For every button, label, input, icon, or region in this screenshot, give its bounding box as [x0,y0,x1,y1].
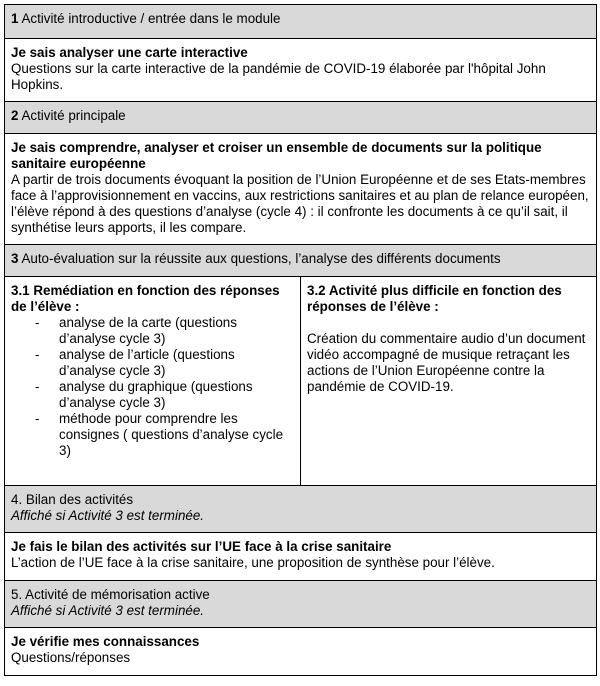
section-1-content-row [5,39,597,102]
section-4-note: Affiché si Activité 3 est terminée. [11,508,205,523]
section-4-content-row [5,533,597,581]
section-5-header-row [5,581,597,628]
module-table [4,4,597,676]
section-3-header-row [5,245,597,277]
section-3-header [5,245,597,277]
section-5-title: Je vérifie mes connaissances [11,634,200,649]
section-1-header-label: Activité introductive / entrée dans le module [21,11,281,26]
section-3-header-label: Auto-évaluation sur la réussite aux questions, l’analyse des différents documents [21,251,501,266]
section-1-header [5,5,597,39]
module-plan [4,4,596,676]
section-4-title: Je fais le bilan des activités sur l’UE face à la crise sanitaire [11,539,392,554]
section-4-content [5,533,597,581]
advanced-activity-body: Création du commentaire audio d’un document vidéo accompagné de musique retraçant les actions de l’Union Européenne contre la pandémie de COVID-19. [307,331,586,394]
section-5-content [5,628,597,676]
section-2-header-row [5,102,597,134]
section-2-body: A partir de trois documents évoquant la position de l’Union Européenne et de ses Etats-membres face à l’approvisionnement en vaccins, aux restrictions sanitaires et au plan de relance européen, l’élève répond à des questions d’analyse (cycle 4) : il confronte les documents à ce qu’il sait, il synthétise leurs apports, il les compare. [11,172,589,235]
remediation-list [11,315,294,459]
section-2-title: Je sais comprendre, analyser et croiser un ensemble de documents sur la politique sanitaire européenne [11,140,542,171]
section-1-body: Questions sur la carte interactive de la pandémie de COVID-19 élaborée par l'hôpital John Hopkins. [11,61,546,92]
list-item: - analyse de la carte (questions d’analyse cycle 3) [35,315,294,347]
remediation-title: 3.1 Remédiation en fonction des réponses de l’élève : [11,283,280,314]
section-5-body: Questions/réponses [11,650,131,665]
section-5-content-row [5,628,597,676]
section-2-content [5,134,597,245]
section-5-header-label: 5. Activité de mémorisation active [11,587,210,602]
section-4-header-label: 4. Bilan des activités [11,492,134,507]
section-4-header-row [5,486,597,533]
section-1-title: Je sais analyser une carte interactive [11,45,248,60]
section-2-number: 2 [11,108,19,123]
list-item: - analyse de l’article (questions d’analyse cycle 3) [35,347,294,379]
section-5-note: Affiché si Activité 3 est terminée. [11,603,205,618]
section-4-body: L’action de l’UE face à la crise sanitaire, une proposition de synthèse pour l’élève. [11,555,495,570]
section-2-content-row [5,134,597,245]
section-4-header [5,486,597,533]
list-item: - analyse du graphique (questions d’analyse cycle 3) [35,379,294,411]
section-3-content-row [5,277,597,486]
section-1-header-row [5,5,597,39]
section-1-content [5,39,597,102]
advanced-activity-title: 3.2 Activité plus difficile en fonction des réponses de l’élève : [307,283,562,314]
section-3-number: 3 [11,251,19,266]
list-item: - méthode pour comprendre les consignes ( questions d’analyse cycle 3) [35,411,294,459]
section-1-number: 1 [11,11,19,26]
section-2-header [5,102,597,134]
section-5-header [5,581,597,628]
section-3-remediation [5,277,301,486]
section-3-advanced-activity [301,277,597,486]
section-2-header-label: Activité principale [21,108,126,123]
